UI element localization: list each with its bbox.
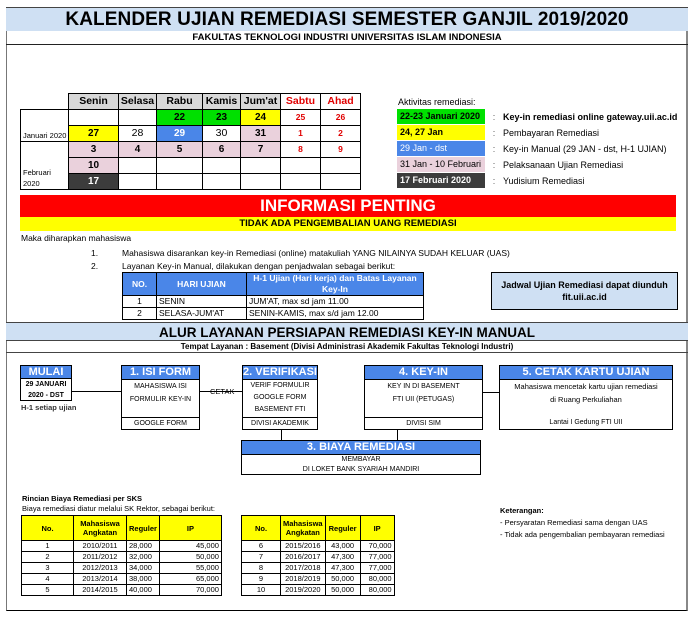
calendar-day (281, 158, 321, 174)
calendar-day (241, 158, 281, 174)
fees-table-1 (21, 515, 222, 596)
schedule-cell: SENIN (157, 296, 247, 308)
notes-title: Keterangan: (500, 506, 544, 515)
page-title: KALENDER UJIAN REMEDIASI SEMESTER GANJIL 2019/2020 (6, 7, 688, 31)
calendar-day: 31 (241, 126, 281, 142)
calendar-day: 22 (157, 110, 203, 126)
fees-cell: 7 (242, 552, 281, 563)
step-line: FORMULIR KEY-IN (129, 396, 192, 403)
flow-subtitle: Tempat Layanan : Basement (Divisi Administrasi Akademik Fakultas Teknologi Industri) (6, 341, 688, 353)
info-title: INFORMASI PENTING (20, 195, 676, 217)
legend-item (397, 141, 667, 156)
flow-step-cetak-kartu (499, 365, 673, 430)
fees-header: No. (22, 516, 74, 541)
calendar-day (321, 158, 361, 174)
fees-header: Reguler (127, 516, 160, 541)
step-footer: Lantai I Gedung FTI UII (549, 419, 623, 426)
fees-cell: 2019/2020 (281, 585, 326, 596)
fees-header: IP (159, 516, 221, 541)
fees-cell: 55,000 (159, 563, 221, 574)
fees-cell: 50,000 (325, 574, 360, 585)
download-text: Jadwal Ujian Remediasi dapat diunduh (501, 280, 668, 290)
calendar-day: 4 (119, 142, 157, 158)
point-number: 2. (91, 261, 99, 271)
legend-desc: Pelaksanaan Ujian Remediasi (503, 159, 624, 170)
fees-cell: 43,000 (325, 541, 360, 552)
fees-cell: 80,000 (360, 585, 394, 596)
fees-cell: 6 (242, 541, 281, 552)
day-header: Kamis (203, 94, 241, 110)
step-footer: DIVISI AKADEMIK (243, 417, 317, 429)
calendar-header-row (21, 94, 361, 110)
schedule-cell: SENIN-KAMIS, max s/d jam 12.00 (247, 308, 424, 320)
calendar-day: 17 (69, 174, 119, 190)
calendar-day: 3 (69, 142, 119, 158)
fees-row (22, 563, 222, 574)
fees-cell: 47,300 (325, 552, 360, 563)
fees-subtitle: Biaya remediasi diatur melalui SK Rektor, sebagai berikut: (22, 504, 216, 513)
month-label: Februari 2020 (21, 142, 69, 190)
fees-header: Reguler (325, 516, 360, 541)
fees-row (242, 574, 395, 585)
legend-swatch: 17 Februari 2020 (397, 173, 485, 188)
fees-cell: 3 (22, 563, 74, 574)
step-footer: DIVISI SIM (365, 417, 482, 429)
step-line: 29 JANUARI (25, 381, 67, 388)
fees-header: IP (360, 516, 394, 541)
day-header: Jum'at (241, 94, 281, 110)
flow-step-mulai (20, 365, 72, 401)
schedule-header: HARI UJIAN (157, 273, 247, 296)
calendar-row (21, 110, 361, 126)
calendar-day: 5 (157, 142, 203, 158)
fees-row (22, 585, 222, 596)
calendar-day (69, 110, 119, 126)
step-line: KEY IN DI BASEMENT (387, 383, 460, 390)
page-subtitle: FAKULTAS TEKNOLOGI INDUSTRI UNIVERSITAS ISLAM INDONESIA (6, 31, 688, 45)
flow-step-isi-form (121, 365, 200, 430)
step-line: FTI UII (PETUGAS) (392, 396, 455, 403)
calendar-table (20, 93, 361, 190)
fees-cell: 47,300 (325, 563, 360, 574)
fees-row (242, 552, 395, 563)
fees-cell: 4 (22, 574, 74, 585)
calendar-day: 1 (281, 126, 321, 142)
calendar-day: 10 (69, 158, 119, 174)
fees-cell: 2017/2018 (281, 563, 326, 574)
step-footer: GOOGLE FORM (122, 417, 199, 429)
calendar-row (21, 174, 361, 190)
legend-item (397, 157, 623, 172)
flow-step-keyin (364, 365, 483, 430)
step-line: MEMBAYAR (341, 456, 381, 463)
fees-cell: 2016/2017 (281, 552, 326, 563)
fees-row (22, 552, 222, 563)
step-line: di Ruang Perkuliahan (550, 395, 622, 404)
day-header: Senin (69, 94, 119, 110)
schedule-cell: JUM'AT, max sd jam 11.00 (247, 296, 424, 308)
fees-row (242, 563, 395, 574)
fees-title: Rincian Biaya Remediasi per SKS (22, 494, 143, 503)
legend-colon: : (492, 159, 496, 170)
fees-cell: 80,000 (360, 574, 394, 585)
calendar-day (157, 158, 203, 174)
fees-row (22, 541, 222, 552)
fees-cell: 2011/2012 (74, 552, 127, 563)
calendar-day (203, 174, 241, 190)
calendar-day (119, 158, 157, 174)
fees-cell: 28,000 (127, 541, 160, 552)
fees-cell: 38,000 (127, 574, 160, 585)
fees-cell: 2010/2011 (74, 541, 127, 552)
calendar-day: 9 (321, 142, 361, 158)
calendar-day (119, 174, 157, 190)
legend-swatch: 29 Jan - dst (397, 141, 485, 156)
calendar-day (281, 174, 321, 190)
fees-cell: 65,000 (159, 574, 221, 585)
fees-header: Mahasiswa Angkatan (281, 516, 326, 541)
schedule-row (123, 308, 424, 320)
legend-colon: : (492, 111, 496, 122)
step-title: 4. KEY-IN (365, 366, 482, 380)
fees-cell: 70,000 (159, 585, 221, 596)
fees-header-row (22, 516, 222, 541)
step-title: 2. VERIFIKASI (243, 366, 317, 378)
fees-cell: 45,000 (159, 541, 221, 552)
download-info-box (491, 272, 678, 310)
legend-colon: : (492, 143, 496, 154)
calendar-day (119, 110, 157, 126)
legend-desc: Key-in remediasi online gateway.uii.ac.id (503, 111, 678, 122)
calendar-day: 25 (281, 110, 321, 126)
calendar-day: 28 (119, 126, 157, 142)
step-line: VERIF FORMULIR (250, 382, 310, 389)
fees-cell: 2 (22, 552, 74, 563)
info-intro: Maka diharapkan mahasiswa (21, 233, 132, 243)
calendar-day (241, 174, 281, 190)
calendar-day: 27 (69, 126, 119, 142)
day-header: Selasa (119, 94, 157, 110)
fees-table-2 (241, 515, 395, 596)
fees-cell: 50,000 (325, 585, 360, 596)
fees-cell: 2014/2015 (74, 585, 127, 596)
flow-step-verifikasi (242, 365, 318, 430)
connector-line (483, 392, 499, 393)
legend-colon: : (492, 175, 496, 186)
schedule-cell: 2 (123, 308, 157, 320)
fees-header-row (242, 516, 395, 541)
legend-swatch: 24, 27 Jan (397, 125, 485, 140)
calendar-day: 8 (281, 142, 321, 158)
flow-step-biaya (241, 440, 481, 475)
fees-row (242, 585, 395, 596)
download-link[interactable]: fit.uii.ac.id (562, 292, 607, 302)
schedule-table (122, 272, 424, 320)
fees-header: Mahasiswa Angkatan (74, 516, 127, 541)
fees-cell: 77,000 (360, 552, 394, 563)
fees-cell: 2015/2016 (281, 541, 326, 552)
fees-cell: 50,000 (159, 552, 221, 563)
step-line: Mahasiswa mencetak kartu ujian remediasi (514, 382, 658, 391)
schedule-row (123, 296, 424, 308)
fees-cell: 2012/2013 (74, 563, 127, 574)
fees-cell: 8 (242, 563, 281, 574)
legend-desc: Pembayaran Remediasi (503, 127, 600, 138)
calendar-corner (21, 94, 69, 110)
calendar-day: 6 (203, 142, 241, 158)
step-line: DI LOKET BANK SYARIAH MANDIRI (302, 466, 420, 473)
day-header: Rabu (157, 94, 203, 110)
schedule-header: H-1 Ujian (Hari kerja) dan Batas Layanan Key-In (247, 273, 424, 296)
mulai-note: H-1 setiap ujian (21, 403, 77, 412)
calendar-row (21, 142, 361, 158)
fees-row (22, 574, 222, 585)
fees-cell: 2013/2014 (74, 574, 127, 585)
calendar-day: 7 (241, 142, 281, 158)
connector-line (72, 391, 122, 392)
fees-cell: 9 (242, 574, 281, 585)
legend-desc: Yudisium Remediasi (503, 175, 585, 186)
notes-item: - Tidak ada pengembalian pembayaran remediasi (500, 530, 665, 539)
month-label: Januari 2020 (21, 110, 69, 142)
cetak-label: CETAK (210, 387, 235, 396)
step-line: MAHASISWA ISI (134, 383, 187, 390)
calendar-day: 26 (321, 110, 361, 126)
schedule-header-row (123, 273, 424, 296)
legend-item (397, 125, 599, 140)
legend-desc: Key-in Manual (29 JAN - dst, H-1 UJIAN) (503, 143, 667, 154)
fees-cell: 34,000 (127, 563, 160, 574)
notes-item: - Persyaratan Remediasi sama dengan UAS (500, 518, 648, 527)
info-subtitle: TIDAK ADA PENGEMBALIAN UANG REMEDIASI (20, 217, 676, 231)
step-title: 5. CETAK KARTU UJIAN (500, 366, 672, 380)
day-header-weekend: Sabtu (281, 94, 321, 110)
fees-cell: 77,000 (360, 563, 394, 574)
legend-title: Aktivitas remediasi: (398, 97, 476, 107)
legend-item (397, 173, 585, 188)
calendar-day (321, 174, 361, 190)
step-title: 3. BIAYA REMEDIASI (242, 441, 480, 455)
step-line: BASEMENT FTI (254, 406, 306, 413)
legend-item (397, 109, 677, 124)
step-line: GOOGLE FORM (253, 394, 307, 401)
schedule-cell: SELASA-JUM'AT (157, 308, 247, 320)
schedule-cell: 1 (123, 296, 157, 308)
point-text: Mahasiswa disarankan key-in Remediasi (online) matakuliah YANG NILAINYA SUDAH KELUAR (UAS) (122, 248, 510, 258)
calendar-day (157, 174, 203, 190)
fees-cell: 2018/2019 (281, 574, 326, 585)
flow-title: ALUR LAYANAN PERSIAPAN REMEDIASI KEY-IN MANUAL (6, 322, 688, 341)
fees-cell: 70,000 (360, 541, 394, 552)
fees-cell: 40,000 (127, 585, 160, 596)
step-line: 2020 - DST (28, 392, 64, 399)
day-header-weekend: Ahad (321, 94, 361, 110)
point-number: 1. (91, 248, 99, 258)
fees-cell: 32,000 (127, 552, 160, 563)
calendar-day: 24 (241, 110, 281, 126)
fees-cell: 1 (22, 541, 74, 552)
fees-row (242, 541, 395, 552)
legend-swatch: 22-23 Januari 2020 (397, 109, 485, 124)
calendar-day: 2 (321, 126, 361, 142)
calendar-day: 23 (203, 110, 241, 126)
fees-cell: 5 (22, 585, 74, 596)
calendar-day (203, 158, 241, 174)
calendar-row (21, 126, 361, 142)
calendar-day: 30 (203, 126, 241, 142)
legend-colon: : (492, 127, 496, 138)
schedule-header: NO. (123, 273, 157, 296)
calendar-day: 29 (157, 126, 203, 142)
point-text: Layanan Key-in Manual, dilakukan dengan penjadwalan sebagai berikut: (122, 261, 396, 271)
step-title: MULAI (21, 366, 71, 379)
fees-cell: 10 (242, 585, 281, 596)
step-title: 1. ISI FORM (122, 366, 199, 380)
calendar-row (21, 158, 361, 174)
fees-header: No. (242, 516, 281, 541)
legend-swatch: 31 Jan - 10 Februari (397, 157, 485, 172)
